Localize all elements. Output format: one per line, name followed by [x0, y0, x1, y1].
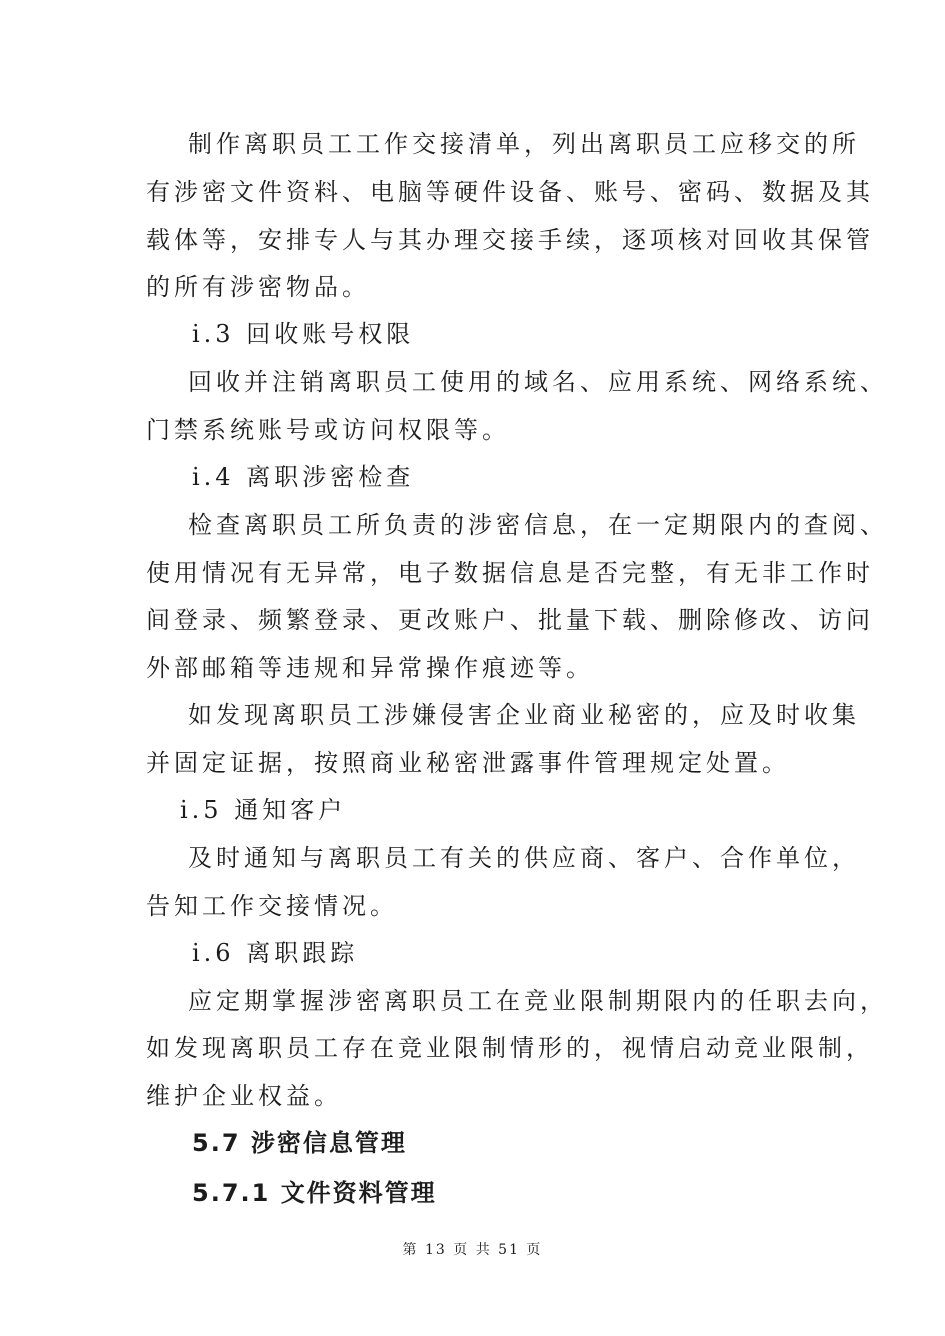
paragraph-line: 载体等，安排专人与其办理交接手续，逐项核对回收其保管 — [146, 226, 874, 254]
paragraph-line: 回收并注销离职员工使用的域名、应用系统、网络系统、 — [188, 368, 888, 396]
paragraph-line: 如发现离职员工涉嫌侵害企业商业秘密的，应及时收集 — [188, 701, 860, 729]
paragraph-line: 如发现离职员工存在竞业限制情形的，视情启动竞业限制， — [146, 1034, 874, 1062]
paragraph-line: 应定期掌握涉密离职员工在竞业限制期限内的任职去向， — [188, 987, 888, 1015]
paragraph-line: 维护企业权益。 — [146, 1082, 342, 1110]
paragraph-line: 的所有涉密物品。 — [146, 273, 370, 301]
paragraph-line: 及时通知与离职员工有关的供应商、客户、合作单位， — [188, 844, 860, 872]
subheading: i.4 离职涉密检查 — [192, 463, 415, 491]
subheading: i.6 离职跟踪 — [192, 939, 359, 967]
paragraph-line: 制作离职员工工作交接清单，列出离职员工应移交的所 — [188, 130, 860, 158]
paragraph-line: 使用情况有无异常，电子数据信息是否完整，有无非工作时 — [146, 559, 874, 587]
paragraph-line: 检查离职员工所负责的涉密信息，在一定期限内的查阅、 — [188, 511, 888, 539]
subheading: i.3 回收账号权限 — [192, 320, 415, 348]
subsection-heading: 5.7.1 文件资料管理 — [192, 1179, 437, 1207]
paragraph-line: 门禁系统账号或访问权限等。 — [146, 416, 510, 444]
paragraph-line: 并固定证据，按照商业秘密泄露事件管理规定处置。 — [146, 749, 790, 777]
paragraph-line: 间登录、频繁登录、更改账户、批量下载、删除修改、访问 — [146, 606, 874, 634]
page-number-footer: 第 13 页 共 51 页 — [402, 1242, 543, 1258]
subheading: i.5 通知客户 — [180, 796, 347, 824]
paragraph-line: 有涉密文件资料、电脑等硬件设备、账号、密码、数据及其 — [146, 178, 874, 206]
paragraph-line: 外部邮箱等违规和异常操作痕迹等。 — [146, 654, 594, 682]
section-heading: 5.7 涉密信息管理 — [192, 1129, 407, 1157]
paragraph-line: 告知工作交接情况。 — [146, 892, 398, 920]
